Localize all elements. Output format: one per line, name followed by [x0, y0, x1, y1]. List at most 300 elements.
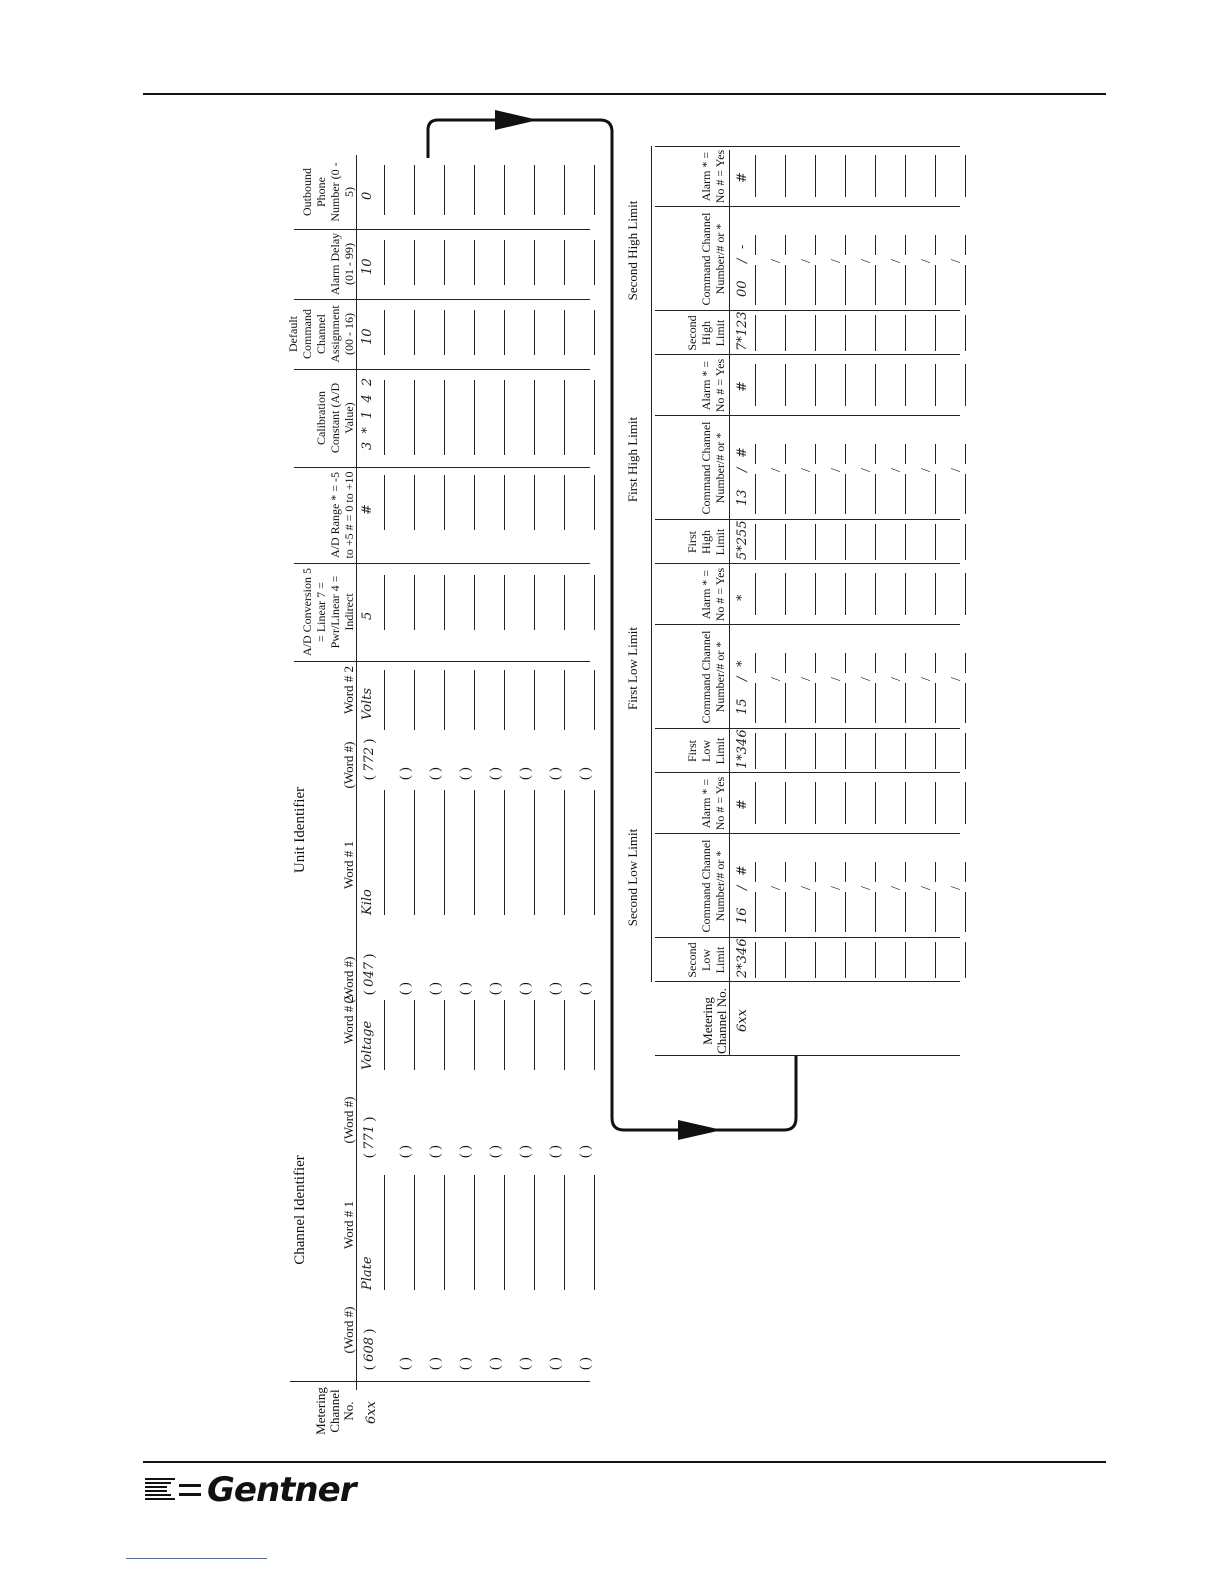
- slash: /: [949, 259, 964, 263]
- blank-line: [875, 364, 876, 406]
- blank-line: [875, 653, 876, 673]
- blank-line: [905, 235, 906, 255]
- blank-line: [444, 475, 445, 530]
- logo-dash-icon: [179, 1484, 201, 1496]
- header-unit-word1-num: (Word #): [341, 956, 356, 1004]
- blank-line: [414, 240, 415, 285]
- slash: /: [799, 259, 814, 263]
- slash: /: [799, 677, 814, 681]
- group-unit-identifier: Unit Identifier: [292, 786, 308, 874]
- blank-line: [905, 653, 906, 673]
- paren-pair: ( ): [578, 1145, 593, 1158]
- blank-line: [935, 683, 936, 723]
- slash: /: [859, 886, 874, 890]
- header2-metering: Metering Channel No.: [700, 988, 729, 1054]
- blank-line: [815, 315, 816, 351]
- slash: /: [919, 259, 934, 263]
- blank-line: [965, 315, 966, 351]
- blank-line: [755, 474, 756, 514]
- blank-line: [935, 573, 936, 615]
- slash: /: [889, 259, 904, 263]
- ex2-second-low-v1: 16: [735, 907, 750, 924]
- blank-line: [845, 573, 846, 615]
- blank-line: [444, 670, 445, 730]
- blank-line: [815, 524, 816, 560]
- blank-line: [414, 310, 415, 355]
- blank-line: [845, 265, 846, 305]
- slash: /: [829, 468, 844, 472]
- blank-line: [905, 474, 906, 514]
- group-channel-identifier: Channel Identifier: [292, 1155, 308, 1265]
- slash: /: [829, 259, 844, 263]
- paren-pair: ( ): [488, 982, 503, 995]
- blank-line: [815, 474, 816, 514]
- paren-pair: ( ): [398, 982, 413, 995]
- header-ch-word1-num: (Word #): [341, 1306, 356, 1354]
- blank-line: [785, 942, 786, 978]
- slash: /: [799, 886, 814, 890]
- blank-line: [845, 444, 846, 464]
- blank-line: [414, 165, 415, 215]
- paren-pair: ( ): [398, 767, 413, 780]
- blank-line: [875, 265, 876, 305]
- paren-pair: ( ): [428, 1357, 443, 1370]
- slash: /: [949, 886, 964, 890]
- slash: /: [859, 259, 874, 263]
- ex2-first-low-v3: *: [735, 660, 750, 667]
- blank-line: [785, 474, 786, 514]
- group-second-low: Second Low Limit: [625, 828, 640, 927]
- blank-line: [845, 235, 846, 255]
- blank-line: [905, 862, 906, 882]
- blank-line: [564, 240, 565, 285]
- blank-line: [564, 380, 565, 455]
- group-first-high: First High Limit: [625, 416, 640, 503]
- blank-line: [755, 653, 756, 673]
- blank-line: [564, 790, 565, 915]
- ex-unit-word1-num: ( 047 ): [362, 953, 377, 995]
- paren-pair: ( ): [488, 1145, 503, 1158]
- blank-line: [905, 155, 906, 197]
- blank-line: [845, 155, 846, 197]
- blank-line: [965, 892, 966, 932]
- ex-calibration: 3 * 1 4 2: [360, 375, 375, 450]
- ex2-second-high-v4: #: [735, 172, 750, 183]
- blank-line: [965, 573, 966, 615]
- paren-pair: ( ): [428, 1145, 443, 1158]
- blank-line: [564, 165, 565, 215]
- blank-line: [785, 364, 786, 406]
- blank-line: [474, 475, 475, 530]
- blank-line: [594, 380, 595, 455]
- blank-line: [444, 240, 445, 285]
- blank-line: [755, 155, 756, 197]
- blank-line: [875, 573, 876, 615]
- ex-unit-word1: Kilo: [360, 889, 375, 915]
- blank-line: [504, 575, 505, 630]
- blank-line: [875, 315, 876, 351]
- paren-pair: ( ): [428, 767, 443, 780]
- blank-line: [875, 235, 876, 255]
- blank-line: [474, 165, 475, 215]
- blank-line: [845, 942, 846, 978]
- blank-line: [785, 683, 786, 723]
- blank-line: [755, 942, 756, 978]
- blank-line: [935, 733, 936, 769]
- blank-line: [534, 165, 535, 215]
- slash: /: [919, 468, 934, 472]
- blank-line: [444, 165, 445, 215]
- blank-line: [905, 573, 906, 615]
- blank-line: [755, 265, 756, 305]
- blank-line: [905, 892, 906, 932]
- header2-first-high-col1: Command Channel Number/# or *: [699, 421, 727, 515]
- blank-line: [534, 790, 535, 915]
- paren-pair: ( ): [548, 1357, 563, 1370]
- ex-ch-word1: Plate: [360, 1256, 375, 1290]
- blank-line: [755, 364, 756, 406]
- blank-line: [935, 653, 936, 673]
- blank-line: [474, 790, 475, 915]
- header2-first-low-col2: Alarm * = No # = Yes: [699, 567, 727, 622]
- blank-line: [474, 240, 475, 285]
- blank-line: [444, 1175, 445, 1290]
- blank-line: [504, 310, 505, 355]
- slash: /: [889, 886, 904, 890]
- blank-line: [935, 524, 936, 560]
- blank-line: [935, 155, 936, 197]
- blank-line: [444, 1000, 445, 1070]
- blank-line: [935, 782, 936, 824]
- ex2-first-low-v1: 15: [735, 698, 750, 715]
- blank-line: [594, 670, 595, 730]
- blank-line: [905, 315, 906, 351]
- blank-line: [965, 862, 966, 882]
- slash: /: [949, 468, 964, 472]
- blank-line: [755, 235, 756, 255]
- ex-ch-word1-num: ( 608 ): [362, 1328, 377, 1370]
- blank-line: [845, 683, 846, 723]
- blank-line: [785, 524, 786, 560]
- page-link-underline: [126, 1558, 267, 1559]
- header-ad-conversion: A/D Conversion 5 = Linear 7 = Pwr/Linear 4 = Indirect: [300, 568, 356, 656]
- blank-line: [965, 265, 966, 305]
- blank-line: [935, 364, 936, 406]
- blank-line: [564, 1000, 565, 1070]
- blank-line: [594, 240, 595, 285]
- blank-line: [875, 155, 876, 197]
- header-ch-word1: Word # 1: [341, 1200, 356, 1250]
- blank-line: [815, 782, 816, 824]
- blank-line: [935, 942, 936, 978]
- blank-line: [785, 653, 786, 673]
- paren-pair: ( ): [578, 767, 593, 780]
- blank-line: [504, 380, 505, 455]
- paren-pair: ( ): [398, 1145, 413, 1158]
- header2-second-low-col2: Alarm * = No # = Yes: [699, 776, 727, 831]
- blank-line: [474, 380, 475, 455]
- blank-line: [845, 474, 846, 514]
- blank-line: [935, 265, 936, 305]
- blank-line: [414, 380, 415, 455]
- blank-line: [905, 942, 906, 978]
- blank-line: [785, 782, 786, 824]
- limits-table: [625, 149, 964, 1056]
- blank-line: [785, 573, 786, 615]
- logo-text: Gentner: [207, 1470, 356, 1510]
- blank-line: [534, 240, 535, 285]
- blank-line: [845, 862, 846, 882]
- blank-line: [444, 575, 445, 630]
- blank-line: [815, 733, 816, 769]
- ex2-first-high-v3: #: [735, 447, 750, 458]
- header-ch-word2: Word # 2: [341, 995, 356, 1045]
- blank-line: [965, 235, 966, 255]
- blank-line: [414, 475, 415, 530]
- blank-line: [815, 683, 816, 723]
- paren-pair: ( ): [578, 1357, 593, 1370]
- ex-ch-word2: Voltage: [360, 1020, 375, 1070]
- blank-line: [785, 235, 786, 255]
- ex2-first-low-v2: /: [735, 676, 750, 681]
- group-first-low: First Low Limit: [625, 626, 640, 711]
- blank-line: [504, 1000, 505, 1070]
- blank-line: [594, 790, 595, 915]
- blank-line: [845, 782, 846, 824]
- blank-line: [905, 782, 906, 824]
- paren-pair: ( ): [458, 982, 473, 995]
- blank-line: [414, 790, 415, 915]
- blank-line: [875, 683, 876, 723]
- blank-line: [755, 733, 756, 769]
- blank-line: [815, 235, 816, 255]
- slash: /: [829, 886, 844, 890]
- ex-unit-word2: Volts: [360, 687, 375, 720]
- blank-line: [564, 670, 565, 730]
- header-alarm-delay: Alarm Delay (01 - 99): [328, 232, 356, 296]
- blank-line: [875, 444, 876, 464]
- blank-line: [845, 524, 846, 560]
- blank-line: [785, 315, 786, 351]
- ex2-first-high-v1: 13: [735, 489, 750, 506]
- blank-line: [845, 364, 846, 406]
- ex-unit-word2-num: ( 772 ): [362, 738, 377, 780]
- ex-metering: 6xx: [364, 1401, 379, 1424]
- slash: /: [889, 677, 904, 681]
- blank-line: [965, 653, 966, 673]
- blank-line: [845, 733, 846, 769]
- blank-line: [785, 733, 786, 769]
- header-unit-word2-num: (Word #): [341, 741, 356, 789]
- blank-line: [965, 155, 966, 197]
- paren-pair: ( ): [548, 767, 563, 780]
- paren-pair: ( ): [488, 1357, 503, 1370]
- blank-line: [965, 524, 966, 560]
- blank-line: [594, 1175, 595, 1290]
- header2-second-high-col2: Alarm * = No # = Yes: [699, 149, 727, 204]
- group-second-high: Second High Limit: [625, 200, 640, 301]
- header2-second-high-col1: Command Channel Number/# or *: [699, 212, 727, 306]
- blank-line: [935, 444, 936, 464]
- blank-line: [414, 1175, 415, 1290]
- blank-line: [474, 1000, 475, 1070]
- header-ad-range: A/D Range * = -5 to +5 # = 0 to +10: [328, 471, 356, 559]
- blank-line: [564, 1175, 565, 1290]
- slash: /: [829, 677, 844, 681]
- header-calibration: Calibration Constant (A/D Value): [314, 382, 356, 454]
- blank-line: [474, 575, 475, 630]
- paren-pair: ( ): [458, 1357, 473, 1370]
- blank-line: [755, 524, 756, 560]
- slash: /: [889, 468, 904, 472]
- gentner-logo: [145, 1470, 355, 1510]
- blank-line: [815, 364, 816, 406]
- header2-first-low-col0: First Low Limit: [685, 737, 727, 765]
- blank-line: [474, 1175, 475, 1290]
- blank-line: [564, 575, 565, 630]
- blank-line: [564, 310, 565, 355]
- blank-line: [474, 670, 475, 730]
- blank-line: [905, 683, 906, 723]
- blank-line: [755, 444, 756, 464]
- ex2-second-high-v1: 00: [735, 280, 750, 297]
- ex2-metering: 6xx: [735, 1009, 750, 1032]
- header-unit-word2: Word # 2: [341, 665, 356, 715]
- slash: /: [919, 886, 934, 890]
- header2-first-high-col0: First High Limit: [685, 528, 727, 556]
- blank-line: [785, 862, 786, 882]
- channel-setup-table: [286, 155, 593, 1440]
- slash: /: [769, 259, 784, 263]
- blank-line: [594, 165, 595, 215]
- blank-line: [755, 315, 756, 351]
- header-metering: Metering Channel No.: [313, 1387, 356, 1435]
- blank-line: [965, 474, 966, 514]
- blank-line: [875, 892, 876, 932]
- blank-line: [815, 265, 816, 305]
- blank-line: [755, 862, 756, 882]
- paren-pair: ( ): [518, 1145, 533, 1158]
- blank-line: [965, 733, 966, 769]
- slash: /: [769, 677, 784, 681]
- blank-line: [504, 165, 505, 215]
- paren-pair: ( ): [578, 982, 593, 995]
- ex-ad-conversion: 5: [360, 611, 375, 620]
- blank-line: [594, 475, 595, 530]
- ex2-second-high-v0: 7*123: [735, 311, 750, 351]
- ex-ch-word2-num: ( 771 ): [362, 1116, 377, 1158]
- blank-line: [815, 155, 816, 197]
- blank-line: [534, 475, 535, 530]
- blank-line: [594, 310, 595, 355]
- blank-line: [504, 670, 505, 730]
- blank-line: [935, 235, 936, 255]
- slash: /: [769, 468, 784, 472]
- blank-line: [845, 892, 846, 932]
- blank-line: [785, 265, 786, 305]
- blank-line: [815, 653, 816, 673]
- blank-line: [845, 653, 846, 673]
- blank-line: [534, 575, 535, 630]
- blank-line: [414, 1000, 415, 1070]
- ex2-first-low-v0: 1*346: [735, 729, 750, 769]
- ex2-second-low-v4: #: [735, 799, 750, 810]
- blank-line: [935, 315, 936, 351]
- blank-line: [965, 782, 966, 824]
- blank-line: [755, 782, 756, 824]
- header-default-cmd: Default Command Channel Assignment (00 - 16): [286, 305, 356, 363]
- header-unit-word1: Word # 1: [341, 840, 356, 890]
- ex2-first-high-v4: #: [735, 381, 750, 392]
- header-ch-word2-num: (Word #): [341, 1096, 356, 1144]
- blank-line: [905, 524, 906, 560]
- ex2-second-low-v2: /: [735, 885, 750, 890]
- ex2-first-high-v0: 5*255: [735, 520, 750, 560]
- blank-line: [504, 240, 505, 285]
- blank-line: [534, 1000, 535, 1070]
- blank-line: [875, 474, 876, 514]
- paren-pair: ( ): [398, 1357, 413, 1370]
- blank-line: [965, 942, 966, 978]
- blank-line: [414, 670, 415, 730]
- ex-default-cmd: 10: [360, 328, 375, 345]
- blank-line: [504, 790, 505, 915]
- blank-line: [905, 444, 906, 464]
- blank-line: [935, 892, 936, 932]
- header2-first-high-col2: Alarm * = No # = Yes: [699, 358, 727, 413]
- slash: /: [769, 886, 784, 890]
- blank-line: [785, 155, 786, 197]
- blank-line: [755, 573, 756, 615]
- header2-second-high-col0: Second High Limit: [685, 315, 727, 351]
- header-outbound: Outbound Phone Number (0 - 5): [300, 162, 356, 222]
- blank-line: [594, 1000, 595, 1070]
- blank-line: [875, 942, 876, 978]
- ex2-first-low-v4: *: [735, 594, 750, 601]
- slash: /: [919, 677, 934, 681]
- blank-line: [755, 683, 756, 723]
- blank-line: [875, 524, 876, 560]
- ex-outbound: 0: [360, 191, 375, 200]
- blank-line: [875, 782, 876, 824]
- blank-line: [594, 575, 595, 630]
- blank-line: [474, 310, 475, 355]
- paren-pair: ( ): [518, 767, 533, 780]
- slash: /: [799, 468, 814, 472]
- blank-line: [815, 942, 816, 978]
- header2-second-low-col0: Second Low Limit: [685, 942, 727, 978]
- blank-line: [564, 475, 565, 530]
- blank-line: [875, 733, 876, 769]
- ex2-first-high-v2: /: [735, 467, 750, 472]
- blank-line: [905, 265, 906, 305]
- paren-pair: ( ): [518, 1357, 533, 1370]
- paren-pair: ( ): [488, 767, 503, 780]
- ex-alarm-delay: 10: [360, 258, 375, 275]
- paren-pair: ( ): [548, 982, 563, 995]
- paren-pair: ( ): [518, 982, 533, 995]
- blank-line: [785, 892, 786, 932]
- blank-line: [785, 444, 786, 464]
- ex2-second-high-v2: /: [735, 258, 750, 263]
- blank-line: [965, 364, 966, 406]
- blank-line: [504, 1175, 505, 1290]
- paren-pair: ( ): [458, 1145, 473, 1158]
- blank-line: [534, 670, 535, 730]
- blank-line: [815, 444, 816, 464]
- blank-line: [444, 380, 445, 455]
- blank-line: [965, 444, 966, 464]
